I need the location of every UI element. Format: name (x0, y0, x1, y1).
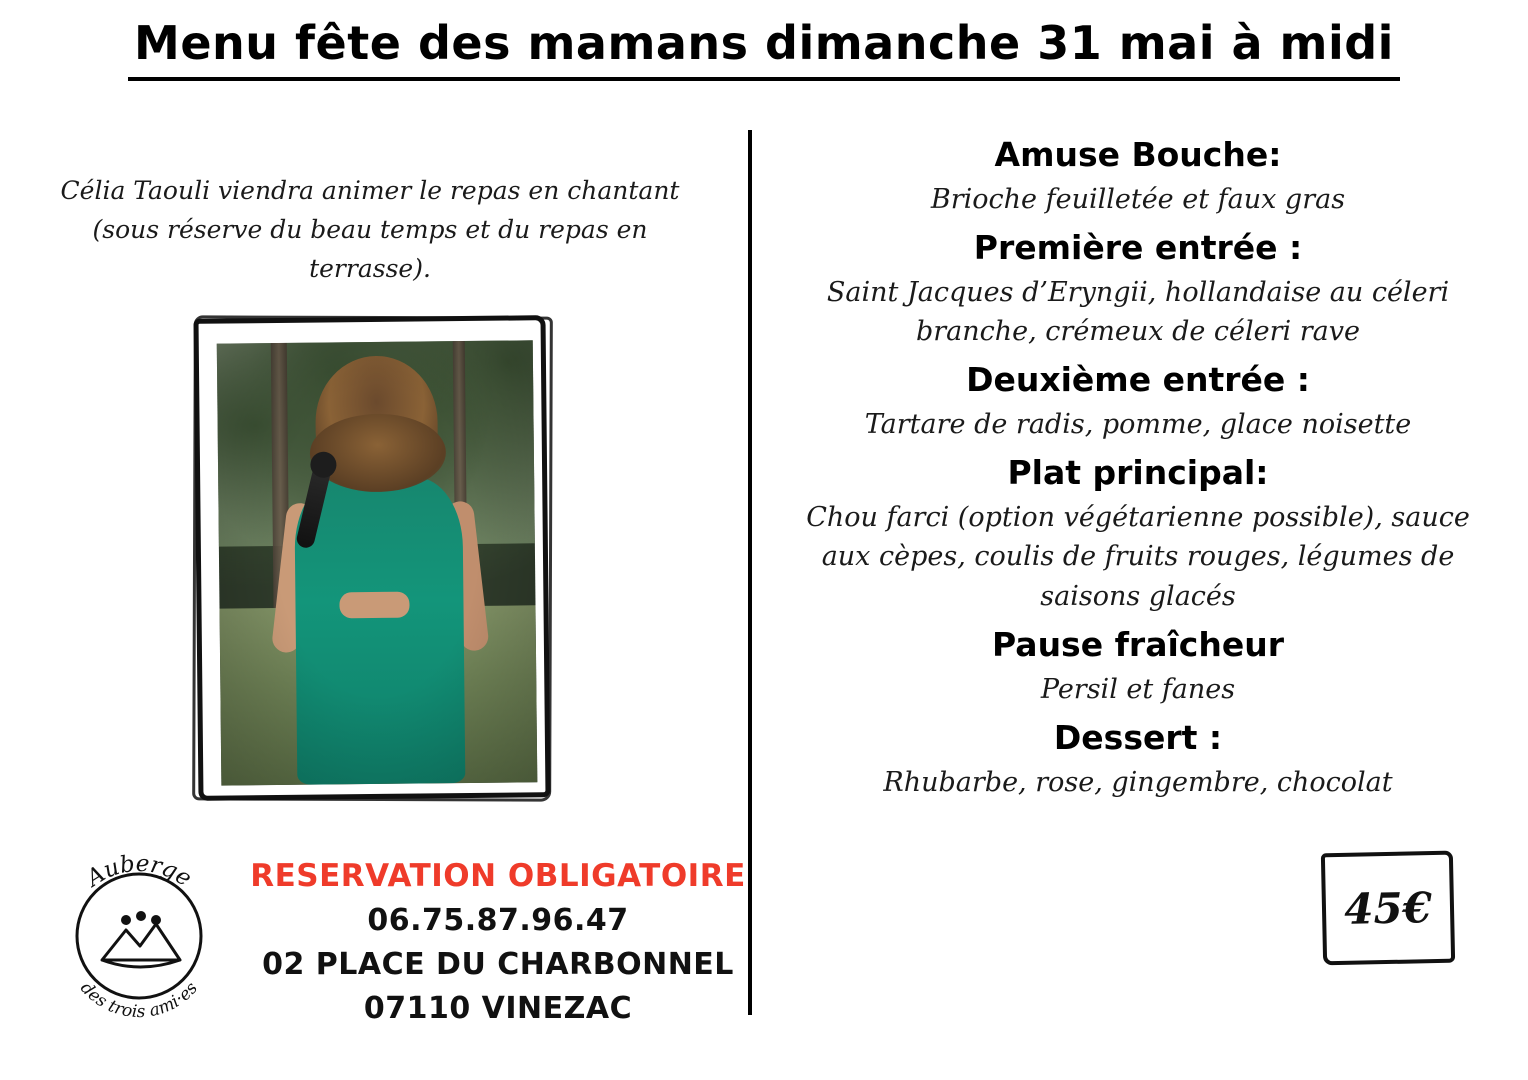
course-title: Pause fraîcheur (992, 624, 1284, 664)
course-description: Tartare de radis, pomme, glace noisette (864, 409, 1412, 441)
reservation-city: 07110 VINEZAC (363, 991, 633, 1026)
course-description: Persil et fanes (1040, 673, 1236, 705)
course-description: Chou farci (option végétarienne possible), sauce aux cèpes, coulis de fruits rouges, légumes de saisons glacés (806, 502, 1470, 612)
page-title-container (0, 18, 1528, 81)
column-divider (748, 130, 752, 1015)
menu-course (768, 454, 1508, 615)
reservation-block (248, 858, 748, 1026)
menu-course (768, 361, 1508, 444)
reservation-heading: RESERVATION OBLIGATOIRE (250, 858, 746, 894)
menu-course (768, 229, 1508, 351)
reservation-phone[interactable]: 06.75.87.96.47 (367, 903, 629, 938)
menu-list (768, 126, 1508, 808)
menu-course (768, 136, 1508, 219)
svg-text:Auberge (80, 851, 196, 893)
photo-vignette (217, 340, 538, 785)
logo-bottom-text: des trois ami·es (76, 978, 202, 1023)
singer-photo (217, 340, 538, 785)
price-value: 45€ (1343, 882, 1433, 934)
page-title: Menu fête des mamans dimanche 31 mai à midi (128, 18, 1400, 81)
course-description: Rhubarbe, rose, gingembre, chocolat (883, 766, 1393, 798)
intro-text: Célia Taouli viendra animer le repas en chantant (sous réserve du beau temps et du repas en terrasse). (60, 176, 680, 283)
auberge-logo (40, 838, 238, 1034)
photo-frame (193, 315, 550, 801)
price-box (1321, 851, 1455, 966)
course-title: Première entrée : (973, 228, 1303, 268)
course-title: Amuse Bouche: (994, 135, 1282, 174)
course-title: Dessert : (1053, 717, 1223, 757)
course-title: Deuxième entrée : (966, 360, 1310, 400)
reservation-address: 02 PLACE DU CHARBONNEL (262, 947, 734, 982)
menu-course (768, 719, 1508, 802)
menu-course (768, 626, 1508, 709)
svg-text:des trois ami·es (76, 978, 202, 1022)
logo-top-text: Auberge (82, 850, 197, 892)
course-description: Saint Jacques d’Eryngii, hollandaise au céleri branche, crémeux de céleri rave (826, 277, 1450, 348)
left-column (0, 172, 740, 288)
course-description: Brioche feuilletée et faux gras (930, 183, 1346, 215)
course-title: Plat principal: (1007, 453, 1269, 493)
